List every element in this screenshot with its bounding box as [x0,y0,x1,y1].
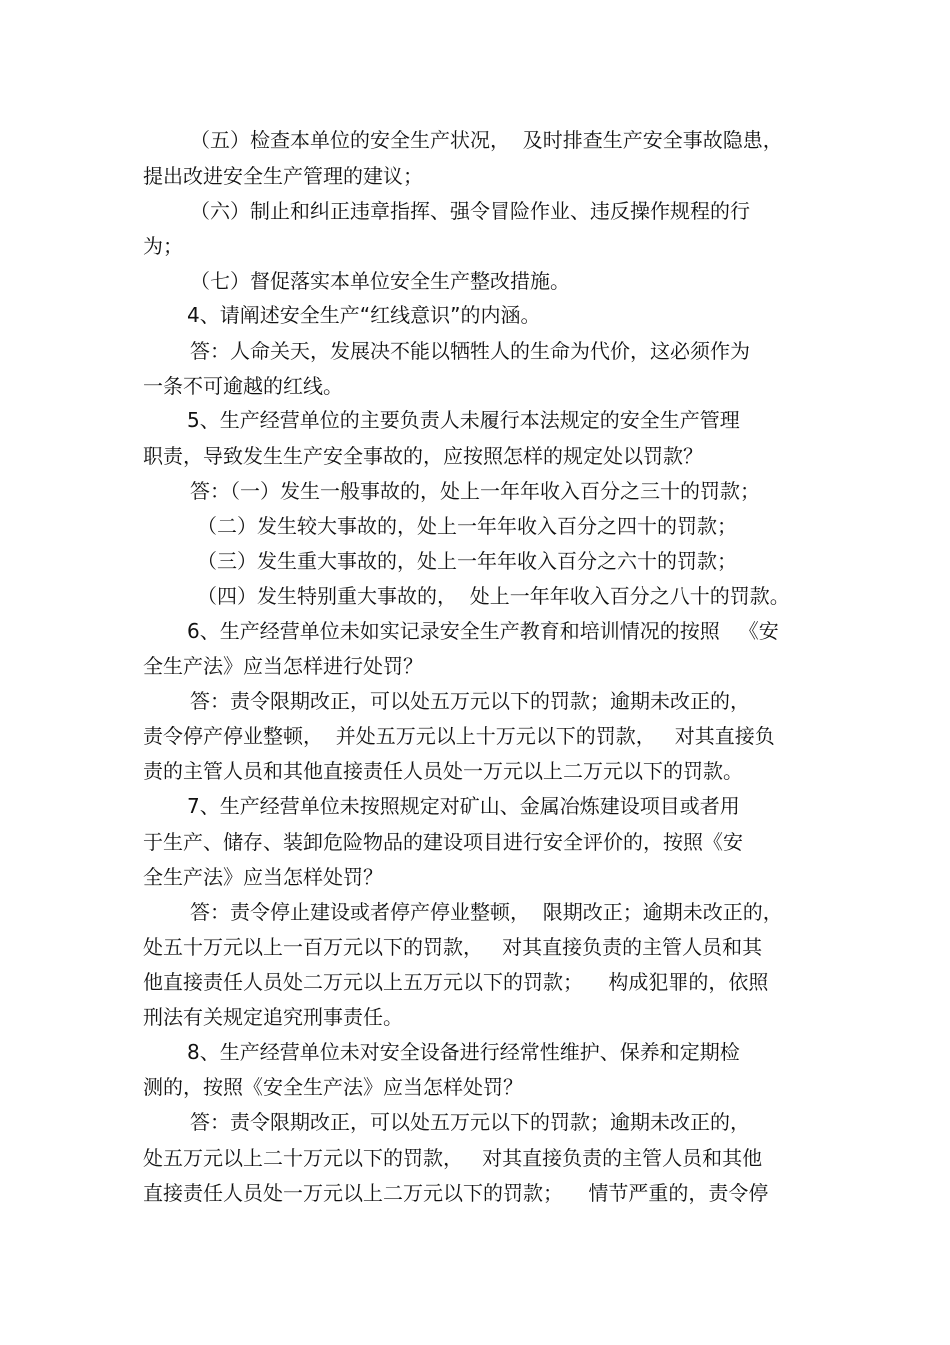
text-line: （五）检查本单位的安全生产状况， 及时排查生产安全事故隐患， [190,128,783,152]
text-line: 测的，按照《安全生产法》应当怎样处罚？ [143,1075,523,1099]
text-line: 处五十万元以上一百万元以下的罚款， 对其直接负责的主管人员和其 [143,935,763,959]
text-line: （三）发生重大事故的，处上一年年收入百分之六十的罚款； [197,549,737,573]
text-line: 处五万元以上二十万元以下的罚款， 对其直接负责的主管人员和其他 [143,1146,763,1170]
question-heading: 4、请阐述安全生产“红线意识”的内涵。 [187,303,541,327]
text-line: 提出改进安全生产管理的建议； [143,164,423,188]
text-line: （七）督促落实本单位安全生产整改措施。 [190,269,570,293]
text-line: 答：责令停止建设或者停产停业整顿， 限期改正；逾期未改正的， [190,900,783,924]
text-line: 答：责令限期改正，可以处五万元以下的罚款；逾期未改正的， [190,689,750,713]
text-line: 全生产法》应当怎样进行处罚？ [143,654,423,678]
text-line: 答：责令限期改正，可以处五万元以下的罚款；逾期未改正的， [190,1110,750,1134]
text-line: （四）发生特别重大事故的， 处上一年年收入百分之八十的罚款。 [197,584,790,608]
question-heading: 7、生产经营单位未按照规定对矿山、金属冶炼建设项目或者用 [187,794,740,818]
text-line: 一条不可逾越的红线。 [143,374,343,398]
text-line: （六）制止和纠正违章指挥、强令冒险作业、违反操作规程的行 [190,199,750,223]
text-line: 他直接责任人员处二万元以上五万元以下的罚款； 构成犯罪的，依照 [143,970,769,994]
text-line: 责的主管人员和其他直接责任人员处一万元以上二万元以下的罚款。 [143,759,743,783]
text-line: 答：人命关天，发展决不能以牺牲人的生命为代价，这必须作为 [190,339,750,363]
text-line: 为； [143,234,183,258]
text-line: 刑法有关规定追究刑事责任。 [143,1005,403,1029]
text-line: （二）发生较大事故的，处上一年年收入百分之四十的罚款； [197,514,737,538]
text-line: 答：（一）发生一般事故的，处上一年年收入百分之三十的罚款； [190,479,760,503]
question-heading: 6、生产经营单位未如实记录安全生产教育和培训情况的按照 《安 [187,619,779,643]
text-line: 直接责任人员处一万元以上二万元以下的罚款； 情节严重的，责令停 [143,1181,769,1205]
question-heading: 5、生产经营单位的主要负责人未履行本法规定的安全生产管理 [187,408,740,432]
text-line: 于生产、储存、装卸危险物品的建设项目进行安全评价的，按照《安 [143,830,743,854]
text-line: 全生产法》应当怎样处罚？ [143,865,383,889]
question-heading: 8、生产经营单位未对安全设备进行经常性维护、保养和定期检 [187,1040,740,1064]
text-line: 职责，导致发生生产安全事故的，应按照怎样的规定处以罚款？ [143,444,703,468]
text-line: 责令停产停业整顿， 并处五万元以上十万元以下的罚款， 对其直接负 [143,724,775,748]
